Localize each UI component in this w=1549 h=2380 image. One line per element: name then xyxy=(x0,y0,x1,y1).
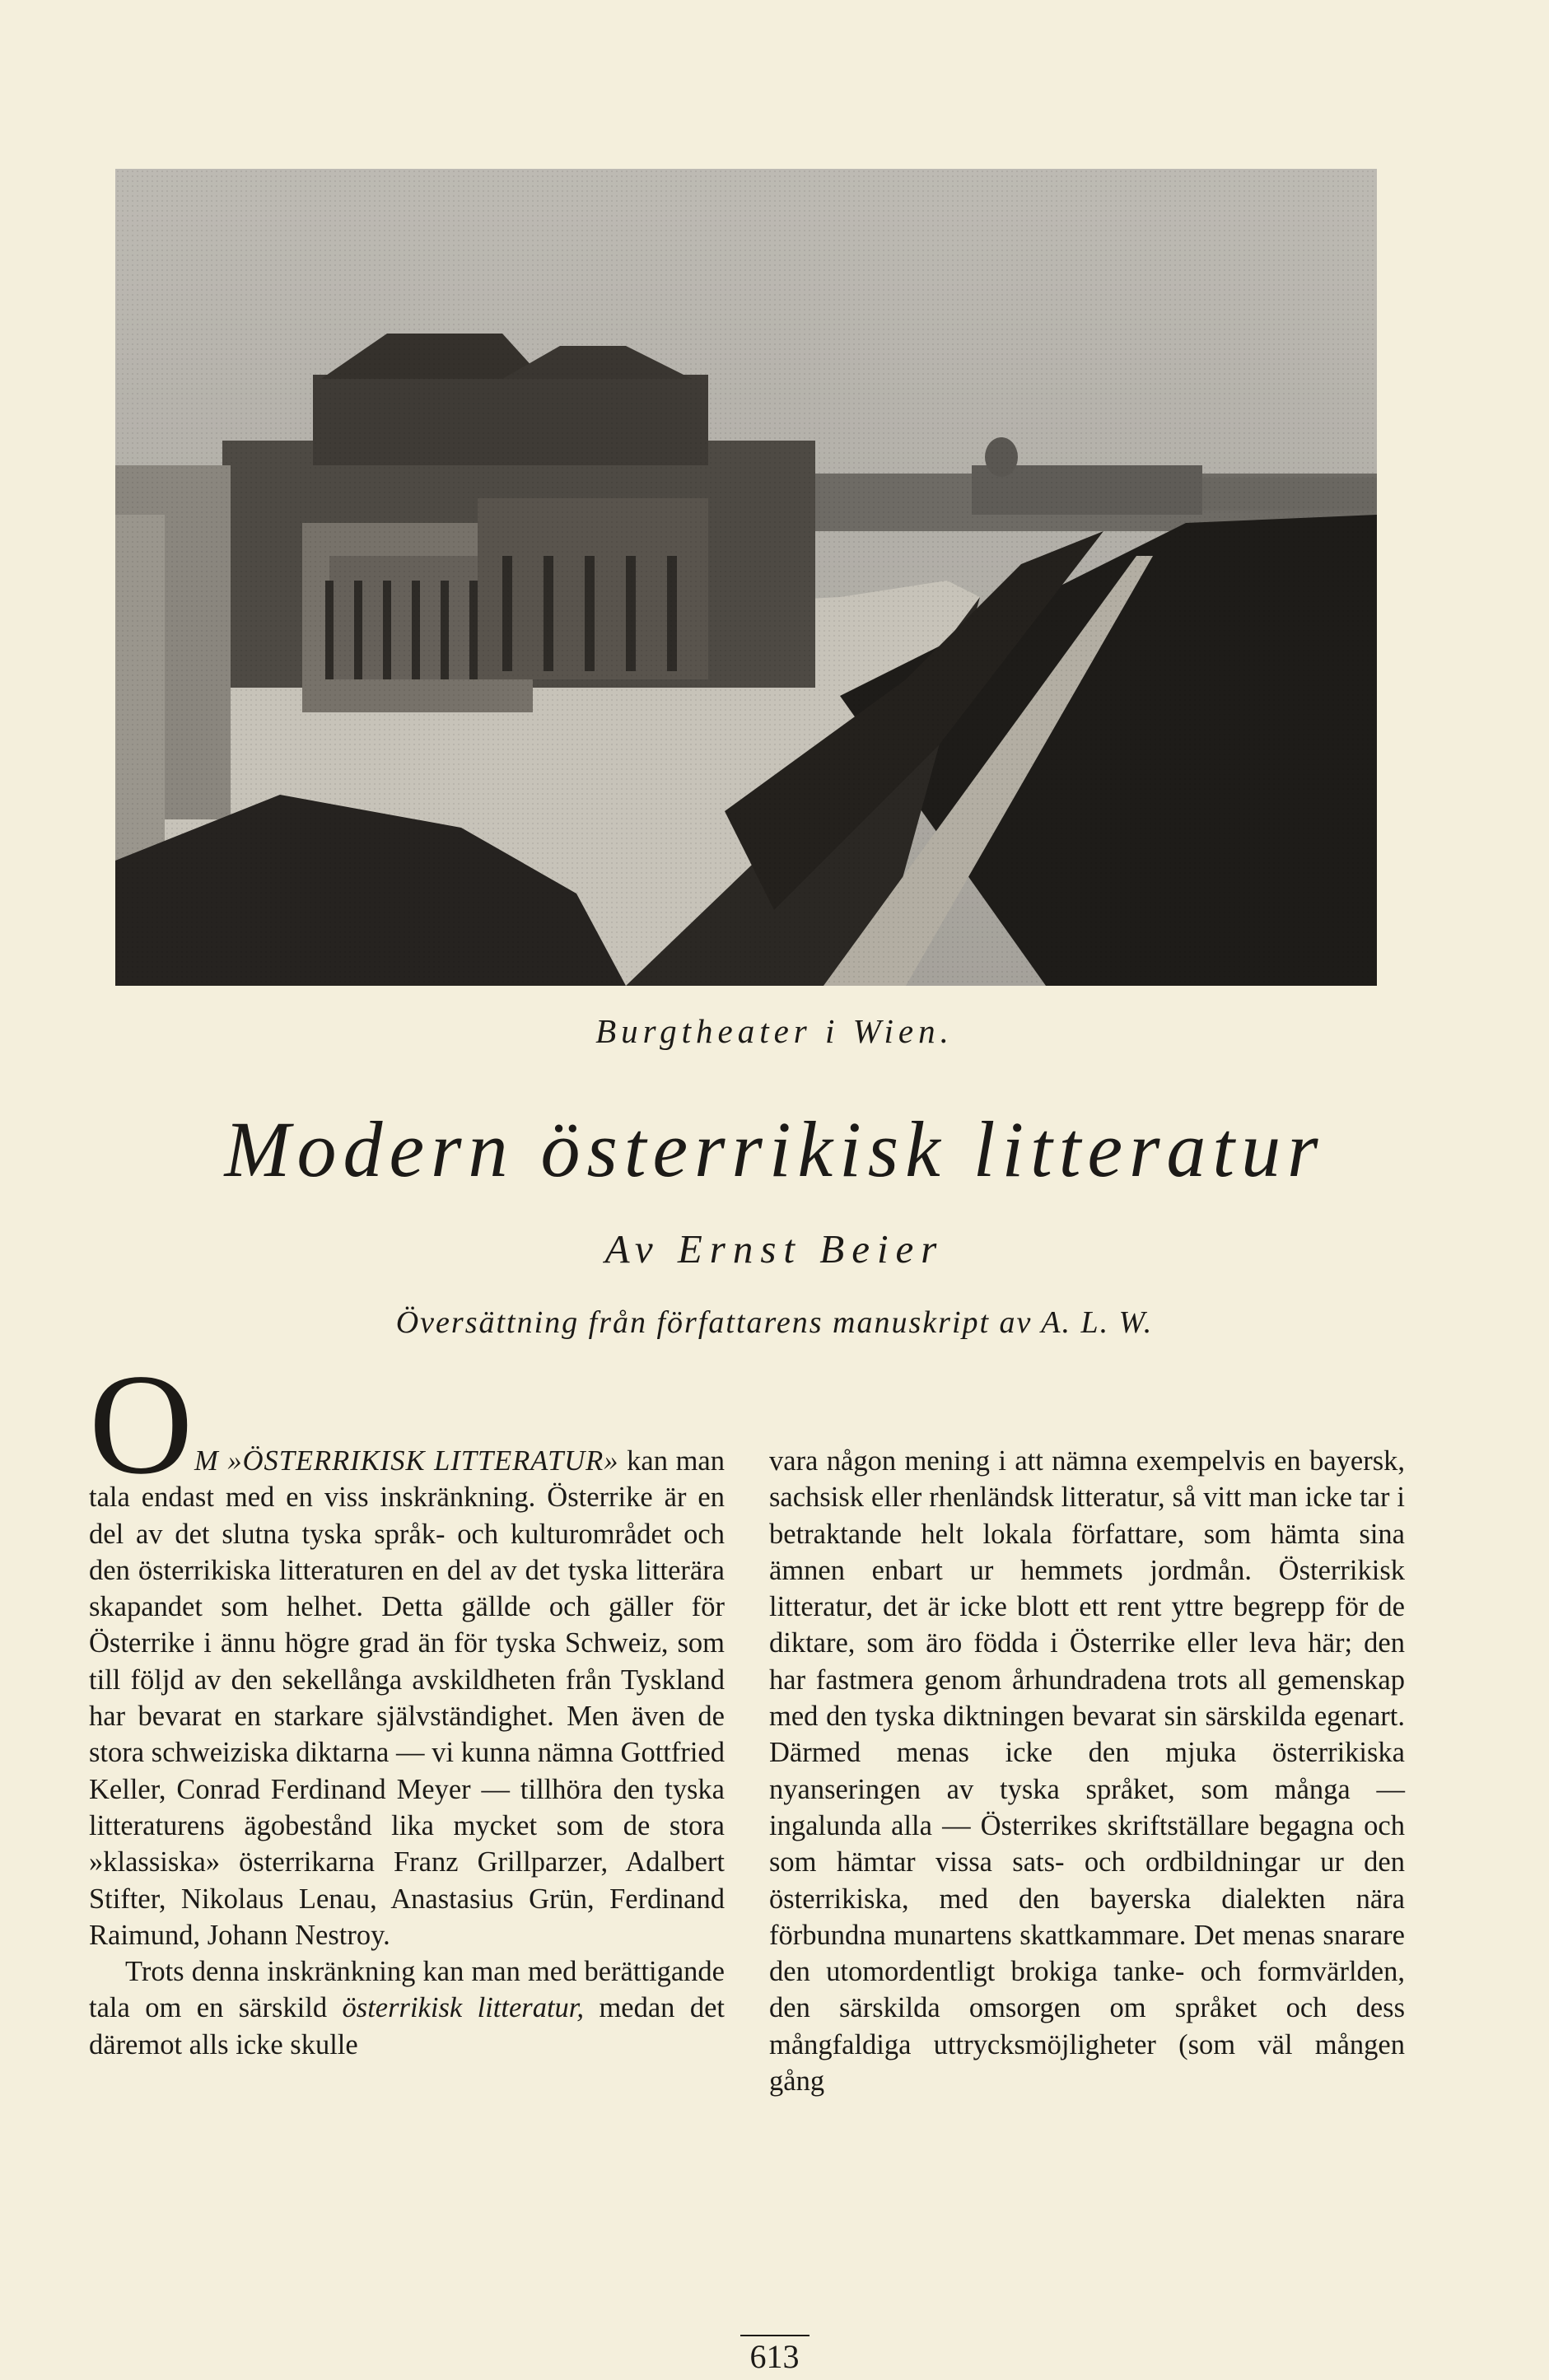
translator-credit: Översättning från författarens manuskript av A. L. W. xyxy=(395,1305,1154,1340)
article-column-right xyxy=(769,1443,1405,2099)
drop-cap: O xyxy=(89,1344,194,1504)
right-column-text: vara någon mening i att nämna exempelvis en bayersk, sachsisk eller rhenländsk litteratur, så vitt man icke tar i betraktande helt lokala författare, som hämta sina ämnen enbart ur hemmets jordmån. Österrikisk litteratur, det är icke blott ett rent yttre begrepp för de diktare, som äro födda i Österrike eller leva här; den har fastmera genom århundradena trots all gemenskap med den tyska diktningen bevarat sin särskilda egenart. Därmed menas icke den mjuka österrikiska nyanseringen av tyska språket, som många — ingalunda alla — Österrikes skriftställare begagna och som hämtar vissa sats- och ordbildningar ur den österrikiska, med den bayerska dialekten nära förbundna munartens skattkammare. Det menas snarare den utomordentligt brokiga tanke- och formvärlden, den särskilda omsorgen om språket och dess mångfaldiga uttrycksmöjligheter (som väl mången gång xyxy=(769,1445,1405,2098)
opening-smallcaps: M »ÖSTERRIKISK LITTERATUR» xyxy=(194,1445,619,1477)
opening-paragraph xyxy=(89,1443,725,1953)
page-number xyxy=(0,2337,1549,2376)
article-column-left xyxy=(89,1443,725,2063)
burgtheater-photo xyxy=(115,169,1377,986)
author-line: Av Ernst Beier xyxy=(604,1226,945,1272)
second-paragraph-end: medan det däremot alls icke skulle xyxy=(89,1992,725,2060)
emphasis-term: österrikisk litteratur, xyxy=(342,1992,585,2024)
page-number-text: 613 xyxy=(740,2335,809,2375)
second-paragraph xyxy=(89,1953,725,2063)
photo-caption: Burgtheater i Wien. xyxy=(595,1012,954,1050)
opening-text: kan man tala endast med en viss inskränkning. Österrike är en del av det slutna tyska språk- och kulturområdet och den österrikiska litteraturen en del av det tyska litterära skapandet som helhet. Detta gällde och gäller för Österrike i ännu högre grad än för tyska Schweiz, som till följd av den sekellånga avskildheten från Tyskland har bevarat en starkare självständighet. Men även de stora schweiziska diktarna — vi kunna nämna Gottfried Keller, Conrad Ferdinand Meyer — tillhöra den tyska litteraturens ägobestånd lika mycket som de stora »klassiska» österrikarna Franz Grillparzer, Adalbert Stifter, Nikolaus Lenau, Anastasius Grün, Ferdinand Raimund, Johann Nestroy. xyxy=(89,1445,725,1951)
burgtheater-photo-illustration xyxy=(115,169,1377,986)
article-title: Modern österrikisk litteratur xyxy=(224,1105,1325,1193)
second-paragraph-start: Trots denna inskränkning kan man med berättigande tala om en särskild xyxy=(89,1956,725,2024)
